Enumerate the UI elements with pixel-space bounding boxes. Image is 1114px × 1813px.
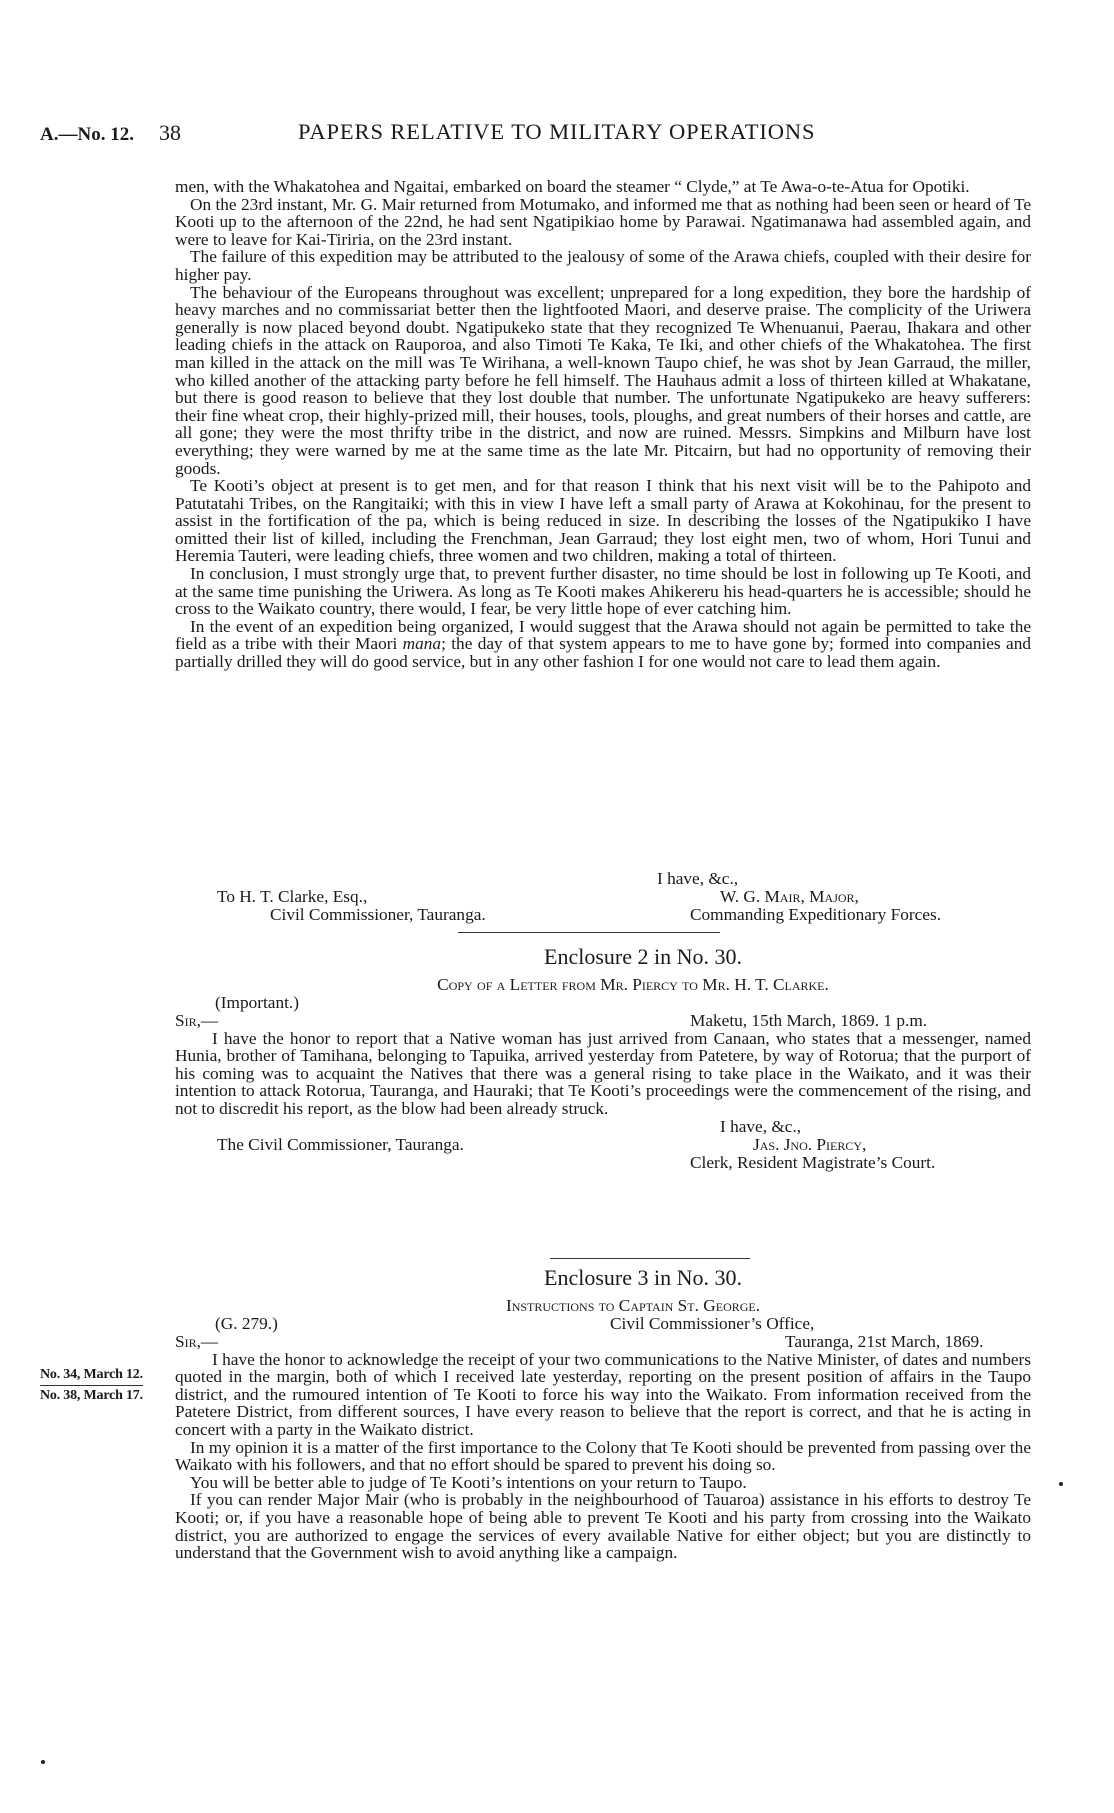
- dateline: Tauranga, 21st March, 1869.: [785, 1331, 984, 1351]
- salutation-row: [175, 1333, 1031, 1351]
- salutation-row: [175, 1012, 1031, 1030]
- page-number: 38: [159, 120, 181, 145]
- signature-row: [175, 1136, 1031, 1154]
- margin-note: No. 34, March 12.: [40, 1367, 143, 1382]
- enclosure-title: Enclosure 2 in No. 30.: [544, 944, 742, 969]
- enclosure-3: [175, 1253, 1031, 1562]
- paragraph: If you can render Major Mair (who is probably in the neighbourhood of Tauaroa) assistance in his efforts to destroy Te Kooti; or, if you have a reasonable hope of being able to prevent Te Kooti and his party from crossing into the Waikato district, you are authorized to engage the services of every available Native for either object; but you are distinctly to understand that the Government wish to avoid anything like a campaign.: [175, 1490, 1031, 1563]
- document-reference: A.—No. 12.: [40, 124, 134, 145]
- paragraph: I have the honor to acknowledge the receipt of your two communications to the Native Minister, of dates and numbers quoted in the margin, both of which I received late yesterday, reporting on the present position of affairs in the Taupo district, and the rumoured intention of Te Kooti to force his way into the Waikato. From information received from the Patetere District, from different sources, I have every reason to believe that the report is correct, and that he is acting in concert with a party in the Waikato district.: [175, 1349, 1031, 1439]
- ink-speck: [41, 1760, 45, 1764]
- enclosure-subtitle: Copy of a Letter from Mr. Piercy to Mr. H. T. Clarke.: [437, 975, 829, 994]
- paragraph: In conclusion, I must strongly urge that, to prevent further disaster, no time should be lost in following up Te Kooti, and at the same time punishing the Uriwera. As long as Te Kooti makes Ahikereru his head-quarters he is accessible; should he cross to the Waikato country, there would, I fear, be very little hope of ever catching him.: [175, 564, 1031, 619]
- signature-title-row: [175, 1154, 1031, 1172]
- margin-note: No. 38, March 17.: [40, 1385, 143, 1405]
- signatory-name: W. G. Mair, Major,: [720, 887, 859, 906]
- addressee: The Civil Commissioner, Tauranga.: [217, 1134, 464, 1154]
- signatory-title: Clerk, Resident Magistrate’s Court.: [690, 1152, 936, 1172]
- salutation: Sir,—: [175, 1010, 219, 1030]
- closing-row: [175, 1118, 1031, 1136]
- paragraph: You will be better able to judge of Te Kooti’s intentions on your return to Taupo.: [190, 1472, 747, 1492]
- closing: I have, &c.,: [720, 1116, 802, 1136]
- page-header: [40, 119, 1080, 156]
- paragraph: Te Kooti’s object at present is to get men, and for that reason I think that his next visit will be to the Pahipoto and Patutatahi Tribes, on the Rangitaiki; with this in view I have left a small party of Arawa at Kokohinau, for the present to assist in the fortification of the pa, which is being reduced in size. In describing the losses of the Ngatipukiko I have omitted their list of killed, including the Frenchman, Jean Garraud; they lost eight men, two of whom, Hori Tunui and Heremia Tauteri, were leading chiefs, three women and two children, making a total of thirteen.: [175, 476, 1031, 566]
- paragraph: In my opinion it is a matter of the first importance to the Colony that Te Kooti should be prevented from passing over the Waikato with his followers, and that no effort should be spared to prevent his doing so.: [175, 1437, 1031, 1475]
- dateline: Maketu, 15th March, 1869. 1 p.m.: [690, 1010, 928, 1030]
- paragraph: The behaviour of the Europeans throughout was excellent; unprepared for a long expedition, they bore the hardship of heavy marches and no commissariat better then the lightfooted Maori, and deserve praise. The complicity of the Uriwera generally is now placed beyond doubt. Ngatipukeko state that they recognized Te Whenuanui, Paerau, Ihakara and other leading chiefs in the attack on Rauporoa, and also Timoti Te Kaka, Te Iki, and other chiefs of the Whakatohea. The first man killed in the attack on the mill was Te Wirihana, a well-known Taupo chief, he was shot by Jean Garraud, the miller, who killed another of the attacking party before he fell himself. The Hauhaus admit a loss of thirteen killed at Whakatane, but there is good reason to believe that they lost double that number. The unfortunate Ngatipukeko are heavy sufferers: their fine wheat crop, their highly-prized mill, their houses, tools, ploughs, and great numbers of their horses and cattle, are all gone; they were the most thrifty tribe in the district, and now are ruined. Messrs. Simpkins and Milburn have lost everything; they were warned by me at the same time as the late Mr. Pitcairn, but had no opportunity of removing their goods.: [175, 282, 1031, 478]
- signatory-title: Commanding Expeditionary Forces.: [690, 905, 942, 924]
- paragraph: The failure of this expedition may be attributed to the jealousy of some of the Arawa chiefs, coupled with their desire for higher pay.: [175, 247, 1031, 284]
- salutation: Sir,—: [175, 1331, 219, 1351]
- addressee-name: To H. T. Clarke, Esq.,: [217, 887, 368, 906]
- reference-row: [175, 1315, 1031, 1333]
- paragraph: On the 23rd instant, Mr. G. Mair returned from Motumako, and informed me that as nothing had been seen or heard of Te Kooti up to the afternoon of the 22nd, he had sent Ngatipikiao home by Parawai. Ngatimanawa had assembled again, and were to leave for Kai-Tiriria, on the 23rd instant.: [175, 194, 1031, 249]
- closing: I have, &c.,: [657, 869, 739, 888]
- reference-number: (G. 279.): [215, 1313, 278, 1333]
- importance-note: (Important.): [215, 992, 299, 1012]
- letter-continuation: [175, 178, 1031, 671]
- enclosure-2: [175, 928, 1031, 1172]
- ink-speck: [1059, 1482, 1063, 1486]
- addressee-title: Civil Commissioner, Tauranga.: [270, 905, 486, 924]
- enclosure-subtitle: Instructions to Captain St. George.: [505, 1296, 761, 1315]
- paragraph: I have the honor to report that a Native woman has just arrived from Canaan, who states that a messenger, named Hunia, brother of Tamihana, belonging to Tapuika, arrived yesterday from Patetere, by way of Rotorua; that the purport of his coming was to acquaint the Natives that there was a general rising to take place in the Waikato, and it was their intention to attack Rotorua, Tauranga, and Hauraki; that Te Kooti’s proceedings were the commencement of the rising, and not to discredit his report, as the blow had been already struck.: [175, 1028, 1031, 1118]
- paragraph: In the event of an expedition being organized, I would suggest that the Arawa should not again be permitted to take the field as a tribe with their Maori mana; the day of that system appears to me to have gone by; formed into companies and partially drilled they will do good service, but in any other fashion I for one would not care to lead them again.: [175, 616, 1031, 672]
- italic-term: mana: [402, 634, 442, 654]
- enclosure-title: Enclosure 3 in No. 30.: [544, 1265, 742, 1290]
- note-row: [175, 994, 1031, 1012]
- signatory-name: Jas. Jno. Piercy,: [753, 1134, 867, 1154]
- running-title: PAPERS RELATIVE TO MILITARY OPERATIONS: [298, 119, 816, 144]
- office: Civil Commissioner’s Office,: [610, 1313, 815, 1333]
- paragraph: men, with the Whakatohea and Ngaitai, embarked on board the steamer “ Clyde,” at Te Awa-o-te-Atua for Opotiki.: [175, 177, 970, 196]
